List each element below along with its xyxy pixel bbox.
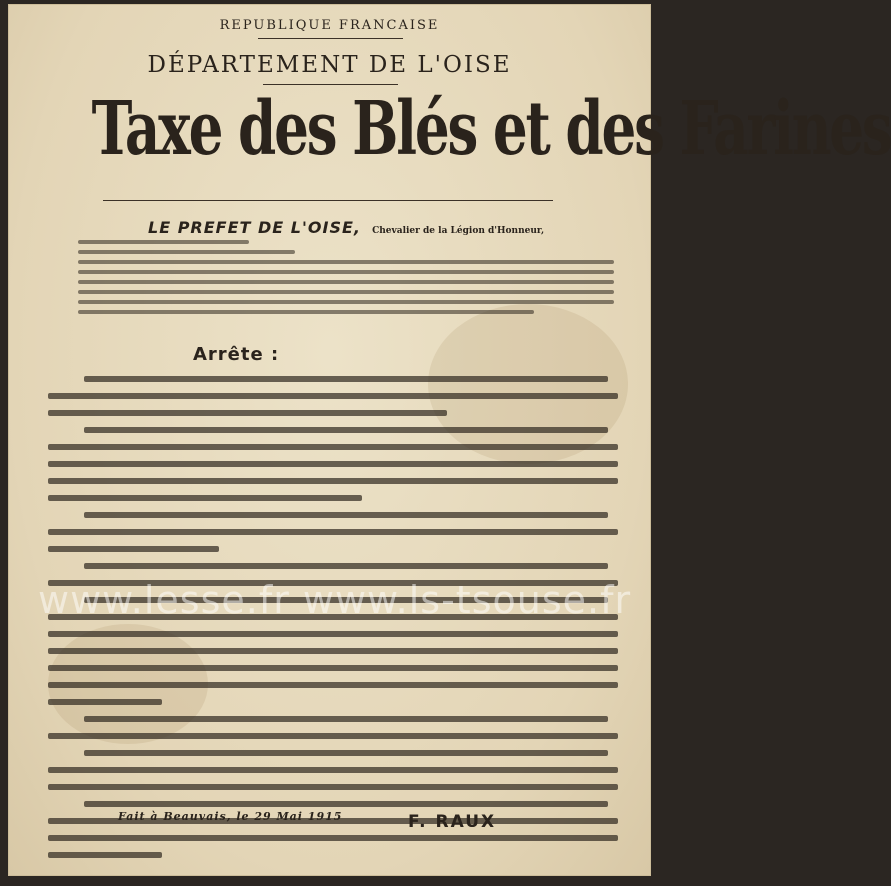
signature: F. RAUX [408,812,497,832]
footer-date: Fait à Beauvais, le 29 Mai 1915 [118,810,343,823]
preamble-text [48,240,618,320]
prefet-line [148,218,544,237]
poster-title: Taxe des Blés et des Farines [91,86,891,172]
prefet-honneur: Chevalier de la Légion d'Honneur, [372,226,545,236]
republique-header: REPUBLIQUE FRANCAISE [219,18,440,33]
divider [103,200,553,201]
arretes-heading: Arrête : [193,344,280,365]
divider [258,38,403,39]
watermark: www.lesse.fr www.ls-tsouse.fr [38,578,632,622]
divider [263,84,398,85]
departement-header: DÉPARTEMENT DE L'OISE [147,52,512,78]
poster [8,4,891,876]
articles-text [48,376,618,869]
prefet-label: LE PREFET DE L'OISE, [148,218,361,237]
